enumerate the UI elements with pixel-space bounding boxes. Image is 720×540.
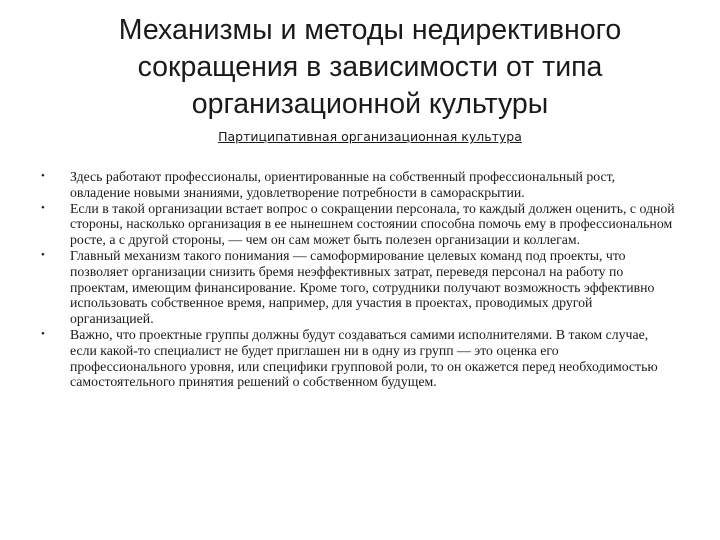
paragraph-text: Главный механизм такого понимания — самоформирование целевых команд под проекты, что позволяет организации снизить бремя неэффективных затрат, переведя персонал на работу по проектам, имеющим финансирование. Кроме того, сотрудники получают возможность эффективно использовать собственное время, например, для участия в проектах, проводимых другой организацией.: [70, 247, 655, 327]
slide-subtitle: Партиципативная организационная культура: [218, 129, 522, 144]
paragraph-text: Если в такой организации встает вопрос о сокращении персонала, то каждый должен оценить, с одной стороны, насколько организация в ее нынешнем состоянии способна помочь ему в профессиональном росте, а с другой стороны, — чем он сам может быть полезен организации и коллегам.: [70, 200, 675, 248]
bullet-icon: •: [41, 201, 45, 214]
slide-title: Механизмы и методы недирективного сокращения в зависимости от типа организационной культуры: [118, 14, 622, 120]
bullet-icon: •: [41, 327, 45, 340]
list-item: [38, 201, 678, 248]
list-item: [38, 327, 678, 390]
paragraph-text: Важно, что проектные группы должны будут создаваться самими исполнителями. В таком случае, если какой-то специалист не будет приглашен ни в одну из групп — это оценка его профессионального уровня, или специфики групповой роли, то он окажется перед необходимостью самостоятельного принятия решений о собственном будущем.: [70, 326, 658, 390]
bullet-list: [38, 169, 678, 390]
bullet-icon: •: [41, 170, 45, 182]
list-item: [38, 169, 678, 201]
paragraph-text: Здесь работают профессионалы, ориентированные на собственный профессиональный рост, овладение новыми знаниями, удовлетворение потребности в самораскрытии.: [70, 169, 616, 200]
list-item: [38, 248, 678, 327]
bullet-icon: •: [41, 248, 45, 261]
